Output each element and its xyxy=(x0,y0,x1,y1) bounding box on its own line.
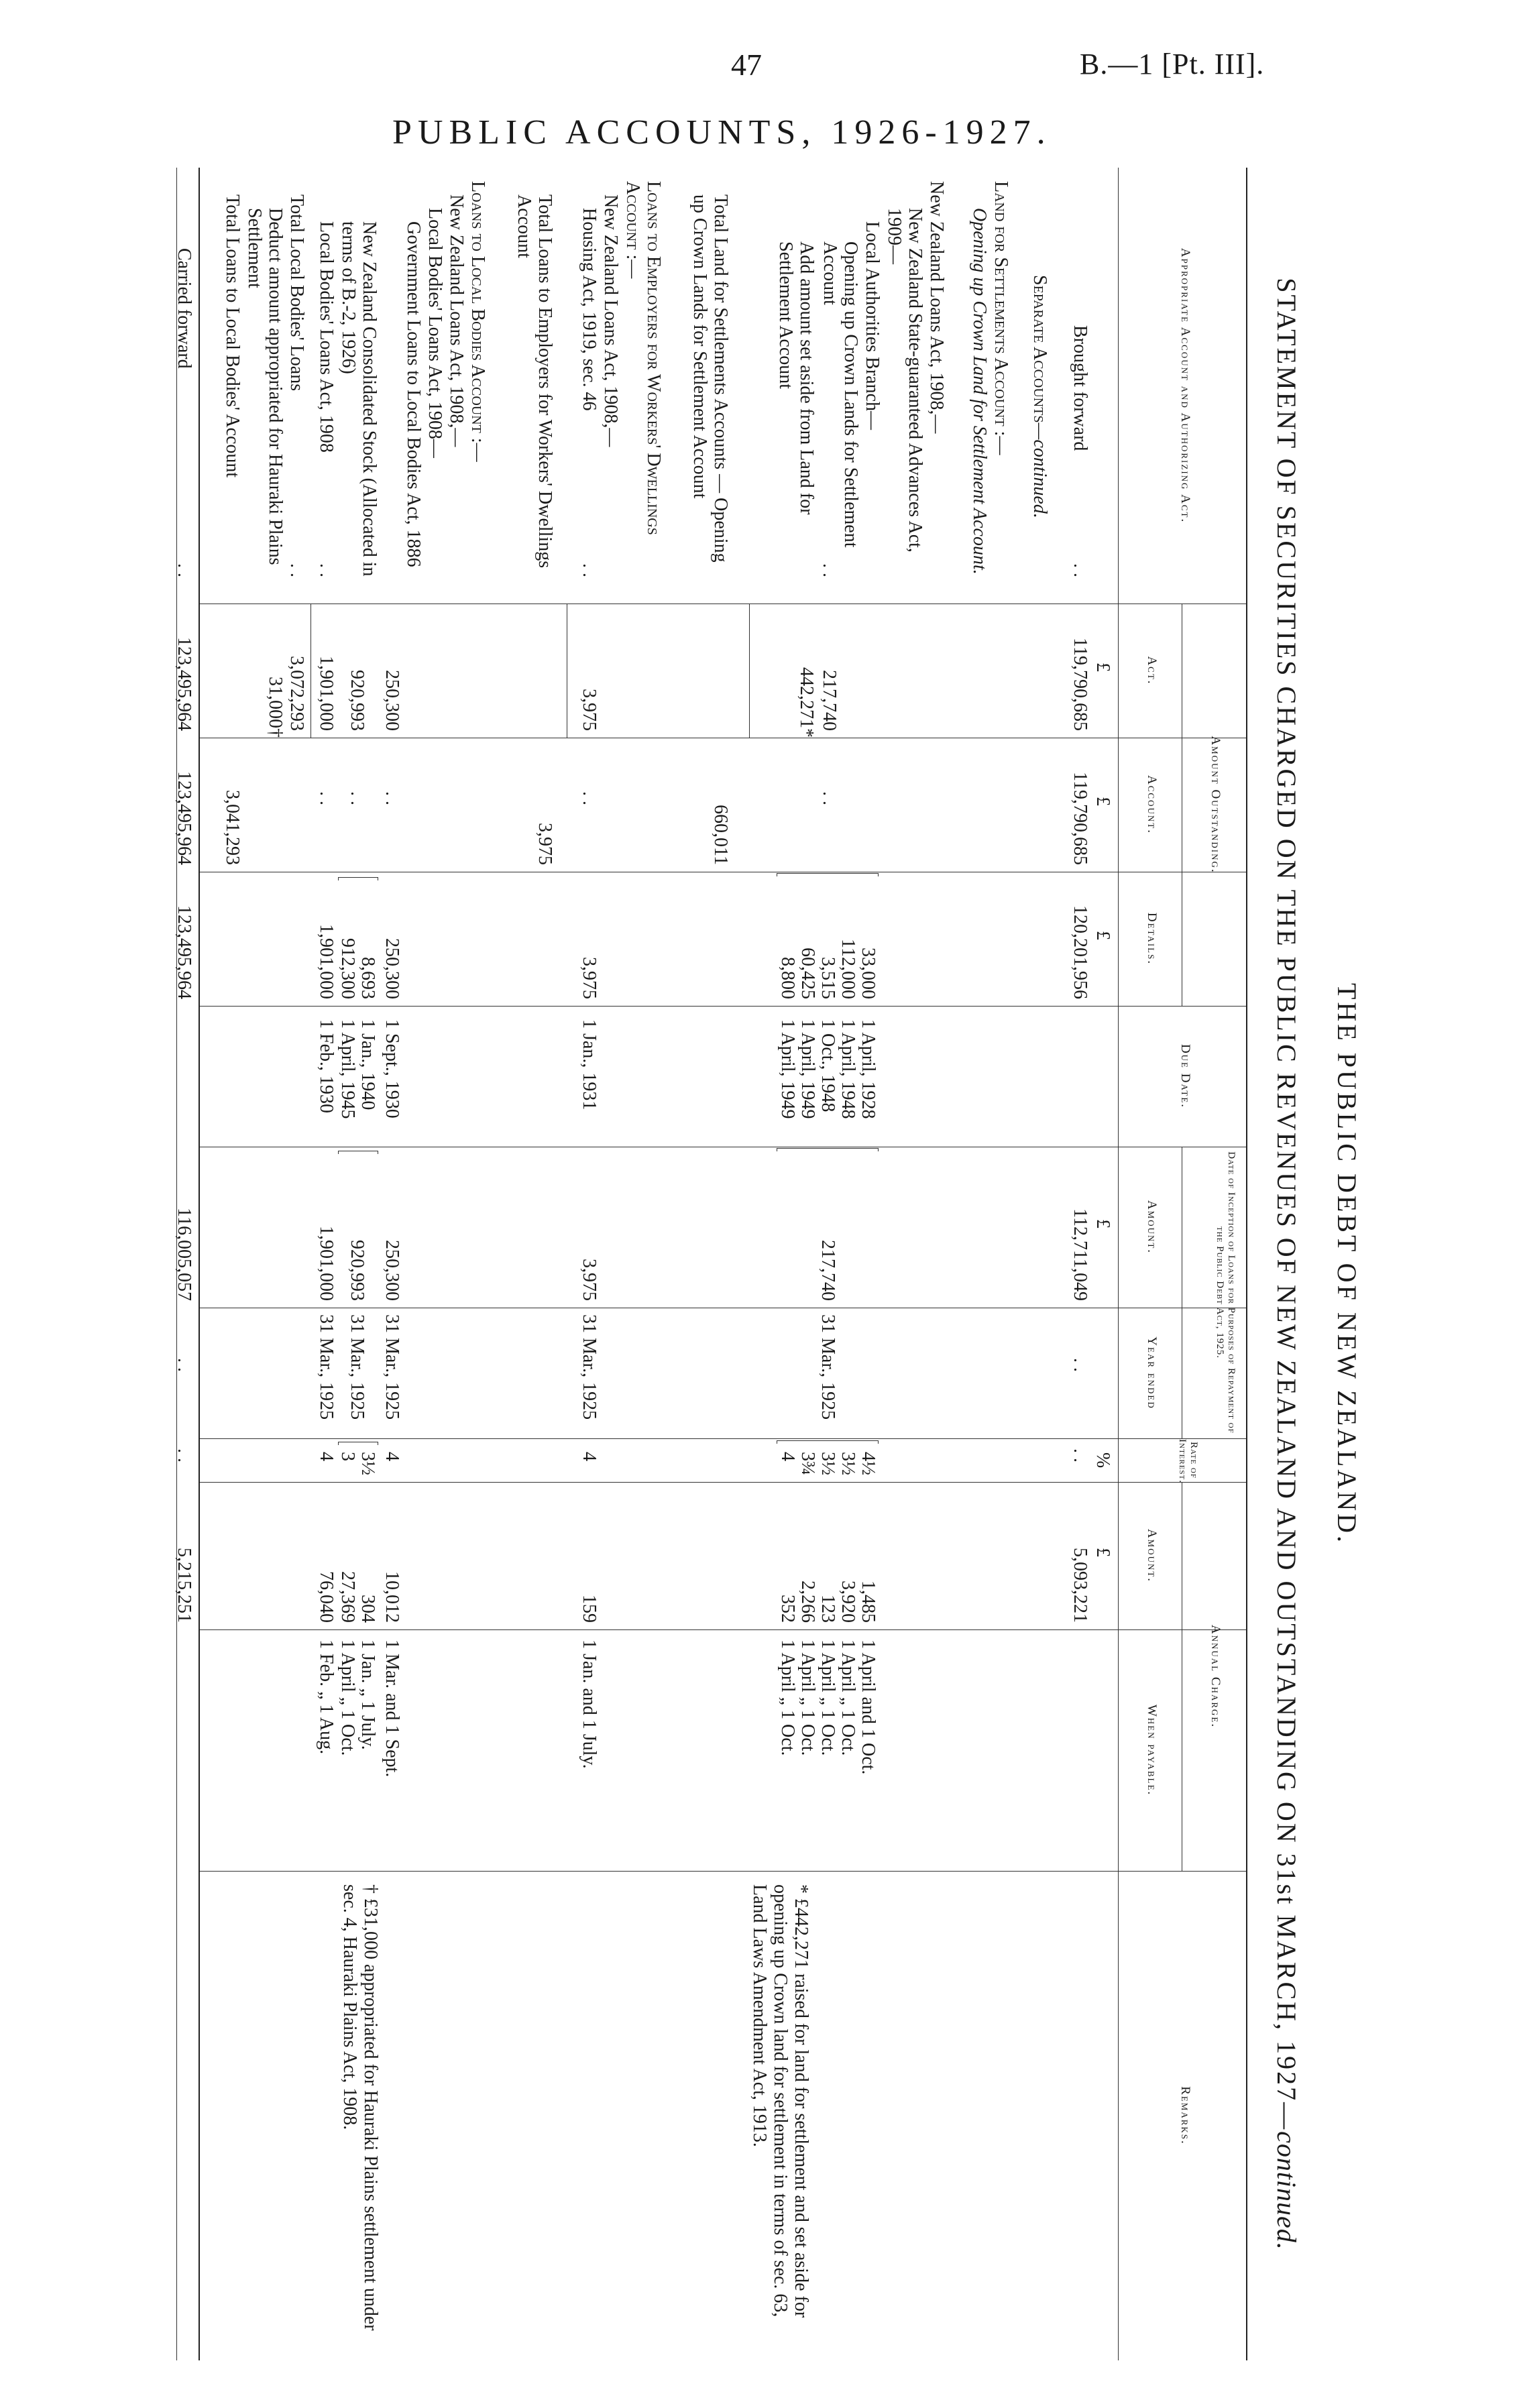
dots: . . xyxy=(1070,563,1090,577)
brought-forward-annual: 5,093,221 xyxy=(1070,1548,1090,1623)
rotated-ledger-page xyxy=(154,168,1382,2360)
land-rate: 3½ xyxy=(838,1452,858,1475)
header-annual-amount: Amount. xyxy=(1145,1528,1159,1583)
land-detail: 3,515 xyxy=(818,957,838,999)
local-line: Government Loans to Local Bodies Act, 1886 xyxy=(403,221,424,567)
separate-accounts-heading xyxy=(1029,275,1050,518)
brought-forward-rate: . . xyxy=(1070,1448,1090,1463)
dots: . . xyxy=(579,791,600,805)
local-when-payable: 1 Feb. „ 1 Aug. xyxy=(316,1640,337,1755)
subtitle-main: STATEMENT OF SECURITIES CHARGED ON THE PUBLIC REVENUES OF NEW ZEALAND AND OUTSTANDING ON 31st MARCH, 1927— xyxy=(1272,278,1302,2132)
workers-total-account: 3,975 xyxy=(534,823,555,865)
land-detail: 60,425 xyxy=(797,948,818,999)
document-title: THE PUBLIC DEBT OF NEW ZEALAND. xyxy=(1332,982,1362,1546)
land-rate: 4½ xyxy=(858,1452,879,1475)
land-rate: 3½ xyxy=(818,1452,838,1475)
local-annual: 27,369 xyxy=(337,1571,358,1623)
land-due-date: 1 April, 1949 xyxy=(777,1019,798,1119)
land-due-date: 1 Oct., 1948 xyxy=(818,1019,838,1112)
local-when-payable: 1 April „ 1 Oct. xyxy=(337,1640,358,1756)
header-details: Details. xyxy=(1145,912,1159,966)
rule-col xyxy=(200,1006,1246,1007)
local-detail: 250,300 xyxy=(382,938,402,999)
local-act: 250,300 xyxy=(382,670,402,731)
local-grand-account: 3,041,293 xyxy=(222,790,243,865)
local-when-payable: 1 Mar. and 1 Sept. xyxy=(382,1640,402,1778)
page-reference: B.—1 [Pt. III]. xyxy=(1080,48,1265,80)
land-annual: 352 xyxy=(777,1595,798,1623)
local-detail: 8,693 xyxy=(357,957,378,999)
workers-due: 1 Jan., 1931 xyxy=(579,1019,600,1110)
land-total-label: Total Land for Settlements Accounts — Opening up Crown Lands for Settlement Account xyxy=(689,194,731,563)
land-settlements-subheading: Opening up Crown Land for Settlement Account. xyxy=(969,208,990,575)
land-total-account: 660,011 xyxy=(710,805,731,865)
local-annual: 10,012 xyxy=(382,1571,402,1623)
dots: . . xyxy=(819,563,840,577)
workers-line: Housing Act, 1919, sec. 46 xyxy=(579,208,600,411)
local-rate: 4 xyxy=(382,1452,402,1461)
header-rule xyxy=(1118,168,1119,2360)
page-number: 47 xyxy=(731,48,762,82)
land-annual: 123 xyxy=(818,1595,838,1623)
statement-subtitle xyxy=(1271,168,1302,2360)
header-annual-charge: Annual Charge. xyxy=(1208,1624,1223,1729)
local-detail: 1,901,000 xyxy=(316,924,337,999)
dots: . . xyxy=(316,563,337,577)
carried-forward-label: Carried forward xyxy=(174,248,194,369)
land-line: Local Authorities Branch— xyxy=(862,221,883,431)
header-rate: Rate of Interest. xyxy=(1176,1439,1199,1484)
local-rate: 3 xyxy=(337,1452,358,1461)
land-due-date: 1 April, 1948 xyxy=(838,1019,858,1119)
header-inception-amount: Amount. xyxy=(1145,1200,1159,1255)
workers-act: 3,975 xyxy=(579,689,600,731)
carried-forward-rate: . . xyxy=(174,1448,194,1463)
workers-annual: 159 xyxy=(579,1595,600,1623)
brought-forward-act: 119,790,685 xyxy=(1070,638,1090,731)
local-when-payable: 1 Jan. „ 1 July. xyxy=(357,1640,378,1750)
workers-rate: 4 xyxy=(579,1452,600,1461)
sum-rule xyxy=(749,604,750,738)
unit-pound: £ xyxy=(1092,931,1113,940)
land-rate: 4 xyxy=(777,1452,798,1461)
header-year-ended: Year ended xyxy=(1145,1336,1159,1410)
local-total-label: Total Local Bodies' Loans xyxy=(286,194,307,392)
local-remark: † £31,000 appropriated for Hauraki Plains settlement under sec. 4, Hauraki Plains Act, 1908. xyxy=(339,1884,381,2331)
land-act-add: 442,271* xyxy=(796,667,817,738)
unit-pound: £ xyxy=(1092,1219,1113,1228)
carried-forward-act: 123,495,964 xyxy=(174,637,194,731)
brought-forward-details: 120,201,956 xyxy=(1070,905,1090,999)
local-rate: 3½ xyxy=(357,1452,378,1475)
brought-forward-inception: 112,711,049 xyxy=(1070,1208,1090,1301)
local-due: 1 Jan., 1940 xyxy=(357,1019,378,1110)
dots: . . xyxy=(382,791,402,805)
local-year: 31 Mar., 1925 xyxy=(347,1314,368,1420)
local-grand-label: Total Loans to Local Bodies' Account xyxy=(222,194,243,478)
header-account-col: Account. xyxy=(1145,775,1159,834)
local-due: 1 Feb., 1930 xyxy=(316,1019,337,1113)
land-line: Add amount set aside from Land for Settlement Account xyxy=(775,241,817,515)
brace xyxy=(777,1440,879,1444)
local-annual: 304 xyxy=(357,1595,378,1623)
header-due-date: Due Date. xyxy=(1178,1043,1192,1109)
land-annual: 2,266 xyxy=(797,1581,818,1623)
separate-accounts-continued: —continued. xyxy=(1029,422,1050,518)
local-line: Local Bodies' Loans Act, 1908 xyxy=(316,221,337,453)
carried-forward-details: 123,495,964 xyxy=(174,905,194,999)
land-when-payable: 1 April „ 1 Oct. xyxy=(818,1640,838,1756)
header-remarks: Remarks. xyxy=(1178,2086,1192,2145)
local-act: 920,993 xyxy=(347,670,368,731)
local-deduct-act: 31,000† xyxy=(265,677,286,738)
land-detail: 8,800 xyxy=(777,957,798,999)
unit-percent: % xyxy=(1092,1452,1113,1469)
land-settlements-heading: Land for Settlements Account :— xyxy=(991,181,1011,455)
land-when-payable: 1 April „ 1 Oct. xyxy=(777,1640,798,1756)
header-amount-outstanding: Amount Outstanding. xyxy=(1208,736,1223,874)
unit-pound: £ xyxy=(1092,1548,1113,1557)
local-year: 31 Mar., 1925 xyxy=(382,1314,402,1420)
workers-details: 3,975 xyxy=(579,957,600,999)
land-rate: 3¾ xyxy=(797,1452,818,1475)
local-detail: 912,300 xyxy=(337,938,358,999)
land-act-opening: 217,740 xyxy=(819,670,840,731)
carried-forward-year: . . xyxy=(174,1358,194,1372)
dots: . . xyxy=(286,563,307,577)
dots: . . xyxy=(174,563,194,577)
dots: . . xyxy=(316,791,337,805)
carried-forward-account: 123,495,964 xyxy=(174,771,194,865)
land-when-payable: 1 April and 1 Oct. xyxy=(858,1640,879,1775)
local-deduct-label: Deduct amount appropriated for Hauraki Plains Settlement xyxy=(244,208,286,565)
carried-forward-inception: 116,005,057 xyxy=(174,1208,194,1301)
land-when-payable: 1 April „ 1 Oct. xyxy=(838,1640,858,1756)
unit-pound: £ xyxy=(1092,663,1113,672)
local-bodies-heading: Loans to Local Bodies Account :— xyxy=(467,181,488,462)
local-rate: 4 xyxy=(316,1452,337,1461)
workers-heading: Loans to Employers for Workers' Dwellings Account :— xyxy=(622,181,664,535)
land-annual: 3,920 xyxy=(838,1581,858,1623)
carried-forward-annual: 5,215,251 xyxy=(174,1548,194,1623)
running-title: PUBLIC ACCOUNTS, 1926-1927. xyxy=(392,113,1052,152)
local-due: 1 Sept., 1930 xyxy=(382,1019,402,1119)
separate-accounts-title: Separate Accounts xyxy=(1029,275,1050,423)
land-detail: 33,000 xyxy=(858,948,879,999)
local-due: 1 April, 1945 xyxy=(337,1019,358,1119)
local-total-act: 3,072,293 xyxy=(286,656,307,731)
land-year-ended: 31 Mar., 1925 xyxy=(818,1314,838,1420)
land-line: Opening up Crown Lands for Settlement Account xyxy=(820,241,861,548)
header-account: Appropriate Account and Authorizing Act. xyxy=(1178,247,1192,524)
local-act: 1,901,000 xyxy=(316,656,337,731)
local-inception: 1,901,000 xyxy=(316,1226,337,1301)
brace xyxy=(338,1442,378,1445)
land-line: New Zealand Loans Act, 1908,— xyxy=(926,181,947,434)
brought-forward-account: 119,790,685 xyxy=(1070,772,1090,865)
land-line: New Zealand State-guaranteed Advances Act, 1909— xyxy=(884,208,925,553)
land-remark: * £442,271 raised for land for settlement and set aside for opening up Crown land for settlement in terms of sec. 63, Land Laws Amendment Act, 1913. xyxy=(749,1884,811,2318)
securities-table xyxy=(199,168,1247,2360)
dots: . . xyxy=(347,791,368,805)
local-line: Local Bodies' Loans Act, 1908— xyxy=(425,208,445,458)
brought-forward-label: Brought forward xyxy=(1070,325,1090,451)
local-annual: 76,040 xyxy=(316,1571,337,1623)
workers-inception: 3,975 xyxy=(579,1259,600,1301)
workers-when-payable: 1 Jan. and 1 July. xyxy=(579,1640,600,1769)
local-line: New Zealand Loans Act, 1908,— xyxy=(446,194,467,447)
local-inception: 920,993 xyxy=(347,1240,368,1301)
land-due-date: 1 April, 1928 xyxy=(858,1019,879,1119)
subtitle-continued: continued. xyxy=(1272,2131,1302,2250)
rule-col xyxy=(200,1438,1246,1439)
local-line: New Zealand Consolidated Stock (Allocated in terms of B.-2, 1926) xyxy=(338,221,380,577)
land-annual: 1,485 xyxy=(858,1581,879,1623)
header-act: Act. xyxy=(1145,656,1159,685)
header-when-payable: When payable. xyxy=(1145,1704,1159,1796)
unit-pound: £ xyxy=(1092,797,1113,806)
local-year: 31 Mar., 1925 xyxy=(316,1314,337,1420)
workers-line: New Zealand Loans Act, 1908,— xyxy=(600,194,621,447)
land-due-date: 1 April, 1949 xyxy=(797,1019,818,1119)
brought-forward-year: . . xyxy=(1070,1358,1090,1372)
rule-col xyxy=(200,1871,1246,1872)
header-inception: Date of Inception of Loans for Purposes of Repayment of the Public Debt Act, 1925. xyxy=(1214,1151,1237,1434)
workers-total-label: Total Loans to Employers for Workers' Dwellings Account xyxy=(514,194,555,569)
land-when-payable: 1 April „ 1 Oct. xyxy=(797,1640,818,1756)
rule-col xyxy=(200,1629,1246,1630)
dots: . . xyxy=(579,563,600,577)
local-inception: 250,300 xyxy=(382,1240,402,1301)
dots: . . xyxy=(819,791,840,805)
land-inception-amount: 217,740 xyxy=(818,1240,838,1301)
land-detail: 112,000 xyxy=(838,939,858,999)
workers-year: 31 Mar., 1925 xyxy=(579,1314,600,1420)
